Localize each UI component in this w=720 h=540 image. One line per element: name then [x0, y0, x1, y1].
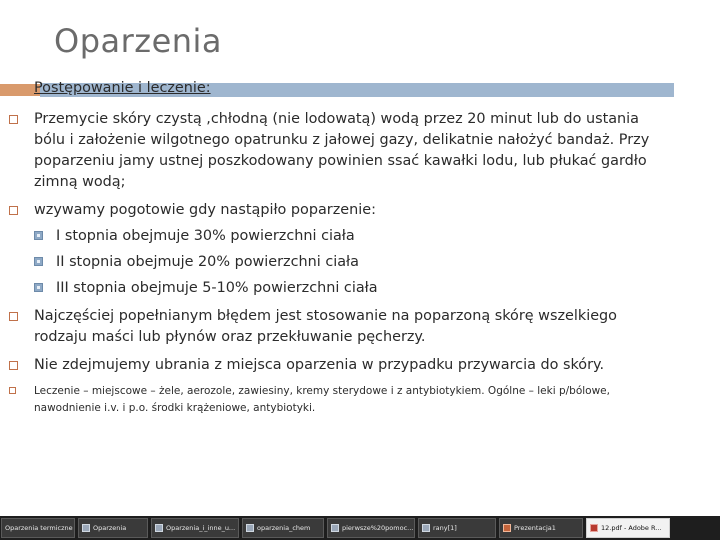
- bullet-item: [0, 355, 720, 376]
- square-sub-bullet-icon: [34, 283, 43, 292]
- taskbar-button[interactable]: [1, 518, 75, 538]
- slide-title: Oparzenia: [54, 22, 223, 60]
- taskbar-button-label: oparzenia_chem: [257, 524, 311, 532]
- taskbar-button-label: Oparzenia: [93, 524, 127, 532]
- taskbar-button[interactable]: [499, 518, 583, 538]
- slide-content: [0, 78, 720, 417]
- window-icon: [82, 524, 90, 532]
- square-bullet-icon: [9, 206, 18, 215]
- taskbar-button-active[interactable]: [586, 518, 670, 538]
- sub-bullet-item: [0, 278, 720, 299]
- powerpoint-icon: [503, 524, 511, 532]
- square-sub-bullet-icon: [34, 231, 43, 240]
- window-icon: [422, 524, 430, 532]
- square-bullet-icon: [9, 312, 18, 321]
- sub-bullet-item: [0, 226, 720, 247]
- bullet-item: [0, 306, 720, 348]
- bullet-text: Przemycie skóry czystą ,chłodną (nie lodowatą) wodą przez 20 minut lub do ustania bólu i założenie wilgotnego opatrunku z jałowej gazy, delikatnie nałożyć bandaż. Przy poparzeniu jamy ustnej poszkodowany powinien ssać kawałki lodu, lub płukać gardło zimną wodą;: [34, 111, 650, 190]
- bullet-text: Najczęściej popełnianym błędem jest stosowanie na poparzoną skórę wszelkiego rodzaju maści lub płynów oraz przekłuwanie pęcherzy.: [34, 308, 617, 345]
- taskbar-button-label: Prezentacja1: [514, 524, 556, 532]
- bullet-item: [0, 109, 720, 193]
- taskbar-button[interactable]: [327, 518, 415, 538]
- bullet-text: wzywamy pogotowie gdy nastąpiło poparzenie:: [34, 202, 376, 218]
- sub-bullet-text: III stopnia obejmuje 5-10% powierzchni ciała: [56, 280, 378, 296]
- taskbar-button[interactable]: [78, 518, 148, 538]
- taskbar-button-label: Oparzenia_i_inne_u...: [166, 524, 236, 532]
- square-sub-bullet-icon: [34, 257, 43, 266]
- section-heading-text: Postępowanie i leczenie:: [34, 80, 211, 96]
- taskbar-button-label: Oparzenia termiczne: [5, 524, 73, 532]
- window-icon: [155, 524, 163, 532]
- window-icon: [246, 524, 254, 532]
- sub-bullet-text: II stopnia obejmuje 20% powierzchni ciała: [56, 254, 359, 270]
- square-bullet-icon: [9, 387, 16, 394]
- taskbar-button[interactable]: [418, 518, 496, 538]
- pdf-icon: [590, 524, 598, 532]
- square-bullet-icon: [9, 361, 18, 370]
- bullet-item: [0, 200, 720, 221]
- square-bullet-icon: [9, 115, 18, 124]
- section-heading: [0, 78, 720, 99]
- taskbar-button-label: pierwsze%20pomoc...: [342, 524, 414, 532]
- bullet-text: Nie zdejmujemy ubrania z miejsca oparzenia w przypadku przywarcia do skóry.: [34, 357, 605, 373]
- sub-bullet-item: [0, 252, 720, 273]
- window-icon: [331, 524, 339, 532]
- taskbar-button-label: rany[1]: [433, 524, 457, 532]
- bullet-text: Leczenie – miejscowe – żele, aerozole, zawiesiny, kremy sterydowe i z antybiotykiem. Ogólne – leki p/bólowe, nawodnienie i.v. i p.o. środki krążeniowe, antybiotyki.: [34, 385, 610, 414]
- sub-bullet-text: I stopnia obejmuje 30% powierzchni ciała: [56, 228, 355, 244]
- bullet-item-small: [0, 383, 720, 417]
- taskbar-button[interactable]: [151, 518, 239, 538]
- taskbar-button[interactable]: [242, 518, 324, 538]
- taskbar: [0, 516, 720, 540]
- taskbar-button-label: 12.pdf - Adobe R...: [601, 524, 662, 532]
